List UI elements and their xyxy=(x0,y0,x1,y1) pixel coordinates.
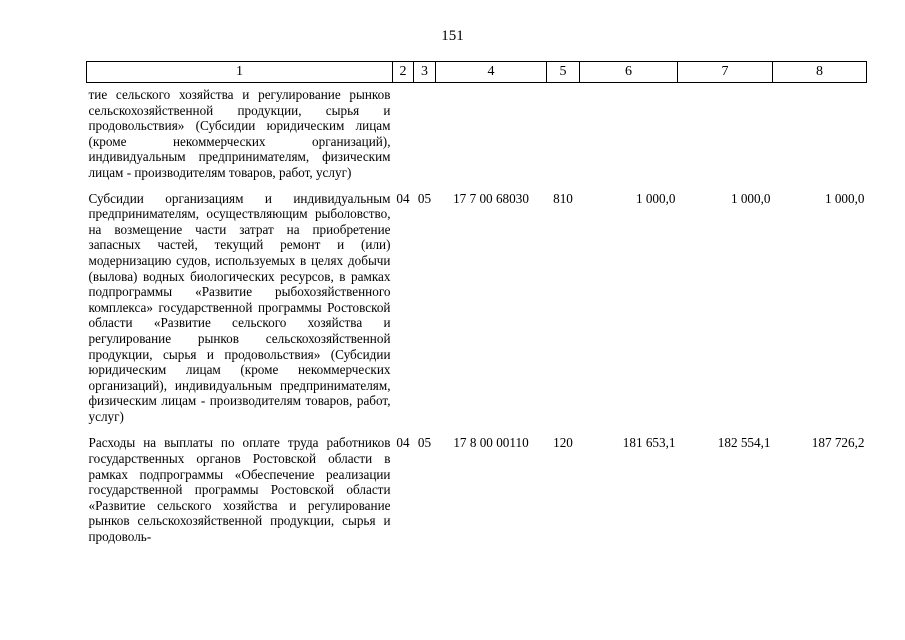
row-description: тие сельского хозяйства и регулирование рынков сельскохозяйственной продукции, сырья и продовольствия» (Субсидии юридическим лицам (кроме некоммерческих организаций), индивидуальным предпринимателям, физическим лицам - производителям товаров, работ, услуг) xyxy=(88,87,391,180)
row-expense-type: 810 xyxy=(553,190,573,206)
table-row xyxy=(87,83,867,181)
header-row xyxy=(87,62,867,83)
col-header-7: 7 xyxy=(678,62,773,83)
row-expense-type xyxy=(547,83,580,181)
col-header-1: 1 xyxy=(87,62,393,83)
row-description: Субсидии организациям и индивидуальным предпринимателям, осуществляющим рыболовство, на возмещение части затрат на приобретение запасных частей, текущий ремонт и (или) модернизацию судов, используемых в целях добычи (вылова) водных биологических ресурсов, в рамках подпрограммы «Развитие рыбохозяйственного комплекса» государственной программы Ростовской области «Развитие сельского хозяйства и регулирование рынков сельскохозяйственной продукции, сырья и продовольствия» (Субсидии юридическим лицам (кроме некоммерческих организаций), индивидуальным предпринимателям, физическим лицам - производителям товаров, работ, услуг) xyxy=(88,190,391,424)
row-section: 04 xyxy=(396,190,410,206)
row-expense-type: 120 xyxy=(553,435,573,451)
row-amount-year1: 181 653,1 xyxy=(622,435,676,451)
row-section xyxy=(393,83,414,181)
row-subsection: 05 xyxy=(417,190,432,206)
row-amount-year2: 1 000,0 xyxy=(730,190,771,206)
row-amount-year3: 187 726,2 xyxy=(811,435,865,451)
col-header-8: 8 xyxy=(773,62,867,83)
row-amount-year2: 182 554,1 xyxy=(717,435,771,451)
page-number: 151 xyxy=(441,28,464,44)
row-amount-year3 xyxy=(773,83,867,181)
col-header-3: 3 xyxy=(414,62,436,83)
row-amount-year1 xyxy=(580,83,678,181)
row-description: Расходы на выплаты по оплате труда работников государственных органов Ростовской области в рамках подпрограммы «Обеспечение реализации государственной программы Ростовской области «Развитие сельского хозяйства и регулирование рынков сельскохозяйственной продукции, сырья и продоволь- xyxy=(88,435,391,545)
row-amount-year3: 1 000,0 xyxy=(824,190,865,206)
row-target-article xyxy=(436,83,547,181)
col-header-6: 6 xyxy=(580,62,678,83)
row-section: 04 xyxy=(396,435,410,451)
row-subsection xyxy=(414,83,436,181)
row-amount-year1: 1 000,0 xyxy=(635,190,676,206)
table-row xyxy=(87,181,867,425)
row-target-article: 17 7 00 68030 xyxy=(453,190,529,206)
row-subsection: 05 xyxy=(417,435,432,451)
table-row xyxy=(87,424,867,544)
row-target-article: 17 8 00 00110 xyxy=(453,435,529,451)
col-header-4: 4 xyxy=(436,62,547,83)
row-amount-year2 xyxy=(678,83,773,181)
col-header-5: 5 xyxy=(547,62,580,83)
budget-table xyxy=(86,61,867,545)
col-header-2: 2 xyxy=(393,62,414,83)
